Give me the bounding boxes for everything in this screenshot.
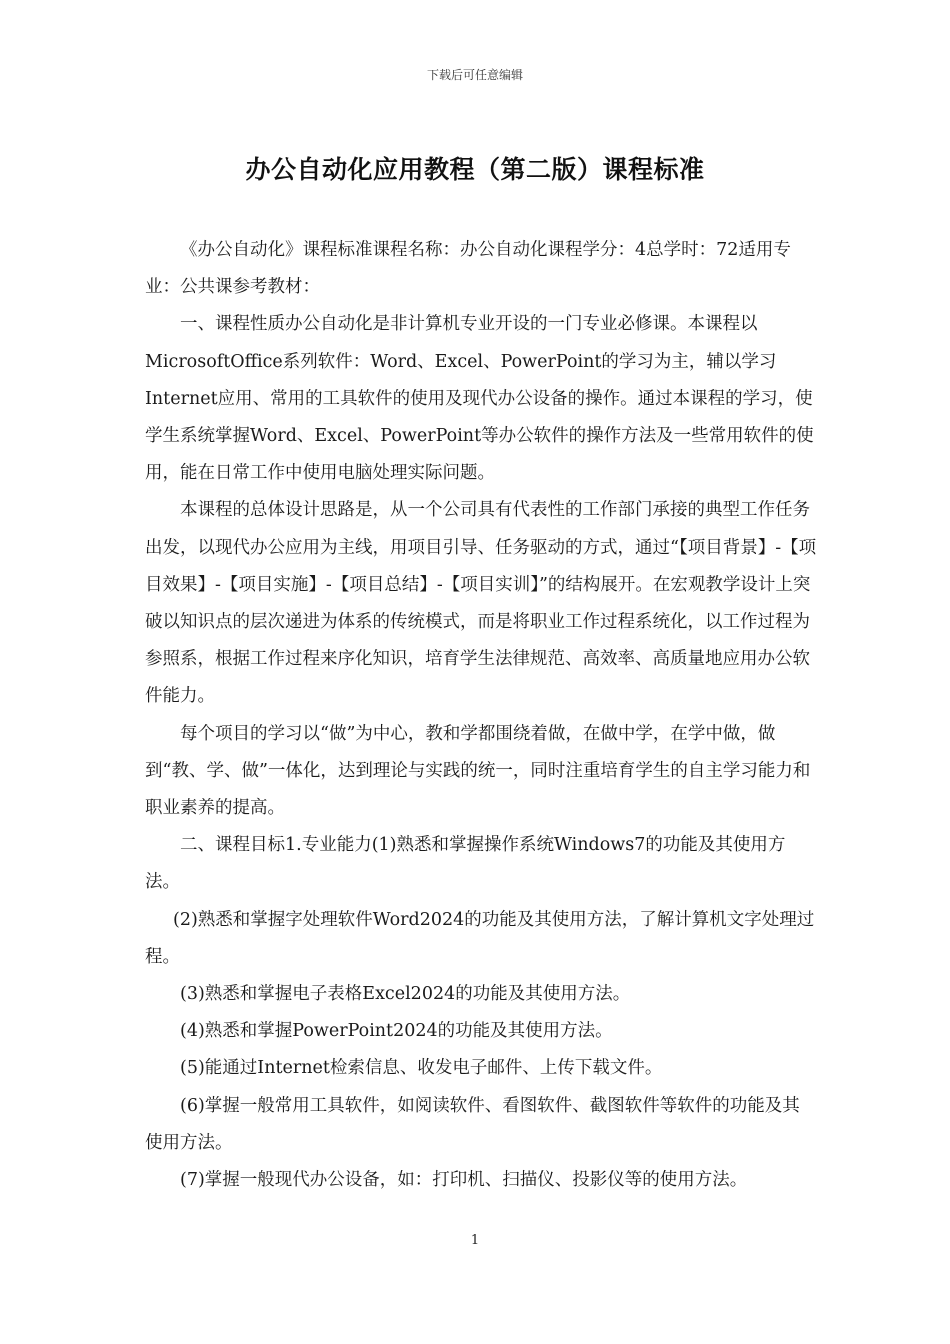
paragraph-course-nature: 一、课程性质办公自动化是非计算机专业开设的一门专业必修课。本课程以MicrosoftOffice系列软件：Word、Excel、PowerPoint的学习为主，辅以学习Internet应用、常用的工具软件的使用及现代办公设备的操作。通过本课程的学习，使学生系统掌握Word、Excel、PowerPoint等办公软件的操作方法及一些常用软件的使用，能在日常工作中使用电脑处理实际问题。 bbox=[145, 314, 814, 484]
document-body bbox=[145, 232, 817, 1199]
paragraph-learning-by-doing: 每个项目的学习以“做”为中心，教和学都围绕着做，在做中学，在学中做，做到“教、学、做”一体化，达到理论与实践的统一，同时注重培育学生的自主学习能力和职业素养的提高。 bbox=[145, 723, 811, 819]
header-note: 下载后可任意编辑 bbox=[426, 68, 523, 82]
list-item-goal-6: (6)掌握一般常用工具软件，如阅读软件、看图软件、截图软件等软件的功能及其使用方法。 bbox=[145, 1095, 800, 1153]
list-item-goal-5: (5)能通过Internet检索信息、收发电子邮件、上传下载文件。 bbox=[180, 1058, 663, 1079]
list-item-goal-2: (2)熟悉和掌握字处理软件Word2024的功能及其使用方法，了解计算机文字处理过程。 bbox=[145, 909, 815, 967]
list-item-goal-4: (4)熟悉和掌握PowerPoint2024的功能及其使用方法。 bbox=[180, 1021, 613, 1042]
document-title: 办公自动化应用教程（第二版）课程标准 bbox=[245, 155, 705, 184]
page-number: 1 bbox=[470, 1233, 480, 1248]
paragraph-course-goals: 二、课程目标1.专业能力(1)熟悉和掌握操作系统Windows7的功能及其使用方法。 bbox=[145, 835, 786, 893]
list-item-goal-7: (7)掌握一般现代办公设备，如：打印机、扫描仪、投影仪等的使用方法。 bbox=[180, 1170, 748, 1191]
list-item-goal-3: (3)熟悉和掌握电子表格Excel2024的功能及其使用方法。 bbox=[180, 984, 631, 1005]
paragraph-course-info: 《办公自动化》课程标准课程名称：办公自动化课程学分：4总学时：72适用专业：公共课参考教材： bbox=[145, 240, 791, 298]
paragraph-design-idea: 本课程的总体设计思路是，从一个公司具有代表性的工作部门承接的典型工作任务出发，以现代办公应用为主线，用项目引导、任务驱动的方式，通过“【项目背景】-【项目效果】-【项目实施】-【项目总结】-【项目实训】”的结构展开。在宏观教学设计上突破以知识点的层次递进为体系的传统模式，而是将职业工作过程系统化，以工作过程为参照系，根据工作过程来序化知识，培育学生法律规范、高效率、高质量地应用办公软件能力。 bbox=[145, 500, 817, 707]
